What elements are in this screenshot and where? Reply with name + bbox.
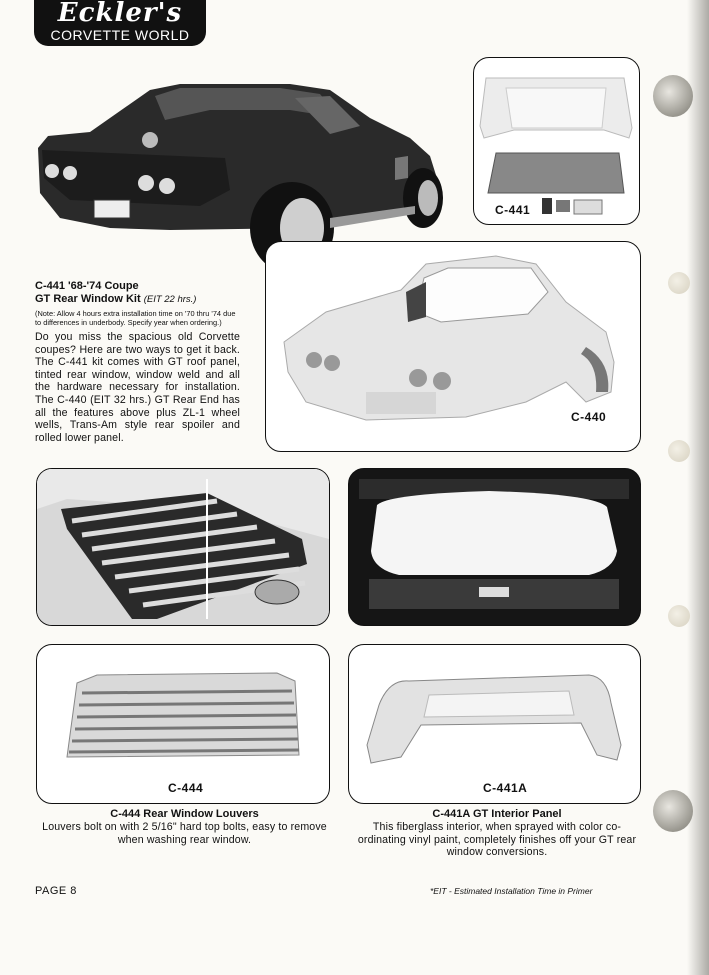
c440-photo-panel (265, 241, 641, 452)
interior-installed-image (349, 469, 640, 625)
logo-brand: Eckler's (57, 0, 183, 28)
c444-description (42, 808, 327, 846)
binder-tab (668, 440, 690, 462)
c441a-title: C-441A GT Interior Panel (432, 808, 562, 820)
c441a-body: This fiberglass interior, when sprayed with color co-ordinating vinyl paint, completely finishes off your GT rear window conversions. (357, 821, 637, 859)
c440-box-caption: C-440 (571, 410, 607, 424)
c441-eit: (EIT 22 hrs.) (143, 294, 197, 305)
binder-hole (653, 790, 693, 832)
louver-installed-photo-panel (36, 468, 330, 626)
c441-title: C-441 '68-'74 Coupe (35, 280, 139, 292)
binder-hole (653, 75, 693, 117)
logo-subtitle: CORVETTE WORLD (50, 27, 190, 43)
c441-description (35, 280, 240, 444)
louver-installed-image (37, 469, 329, 625)
c441-photo-panel (473, 57, 640, 225)
c444-louvers-image (37, 645, 329, 803)
c441-body: Do you miss the spacious old Corvette coupes? Here are two ways to get it back. The C-441 kit comes with GT roof panel, tinted rear window, window weld and all the hardware necessary for installation. The C-440 (EIT 32 hrs.) GT Rear End has all the features above plus ZL-1 wheel wells, Trans-Am style rear spoiler and rolled lower panel. (35, 331, 240, 444)
c444-body: Louvers bolt on with 2 5/16" hard top bolts, easy to remove when washing rear window. (42, 821, 327, 846)
c441a-photo-panel (348, 644, 641, 804)
c444-photo-panel (36, 644, 330, 804)
c441-box-caption: C-441 (495, 203, 531, 217)
c444-box-caption: C-444 (168, 781, 204, 795)
c441-note: (Note: Allow 4 hours extra installation time on '70 thru '74 due to differences in underbody. Specify year when ordering.) (35, 309, 236, 327)
interior-installed-photo-panel (348, 468, 641, 626)
page-number: PAGE 8 (35, 885, 77, 897)
c441a-box-caption: C-441A (483, 781, 528, 795)
c441a-description (352, 808, 642, 859)
c444-title: C-444 Rear Window Louvers (110, 808, 259, 820)
binder-tab (668, 605, 690, 627)
eit-footnote: *EIT - Estimated Installation Time in Primer (430, 886, 593, 896)
binder-tab (668, 272, 690, 294)
c441-title-2: GT Rear Window Kit (35, 293, 141, 305)
c441-kit-parts-image (474, 58, 639, 224)
page-edge-shadow (687, 0, 709, 975)
brand-logo (34, 0, 206, 46)
c441a-interior-panel-image (349, 645, 640, 803)
